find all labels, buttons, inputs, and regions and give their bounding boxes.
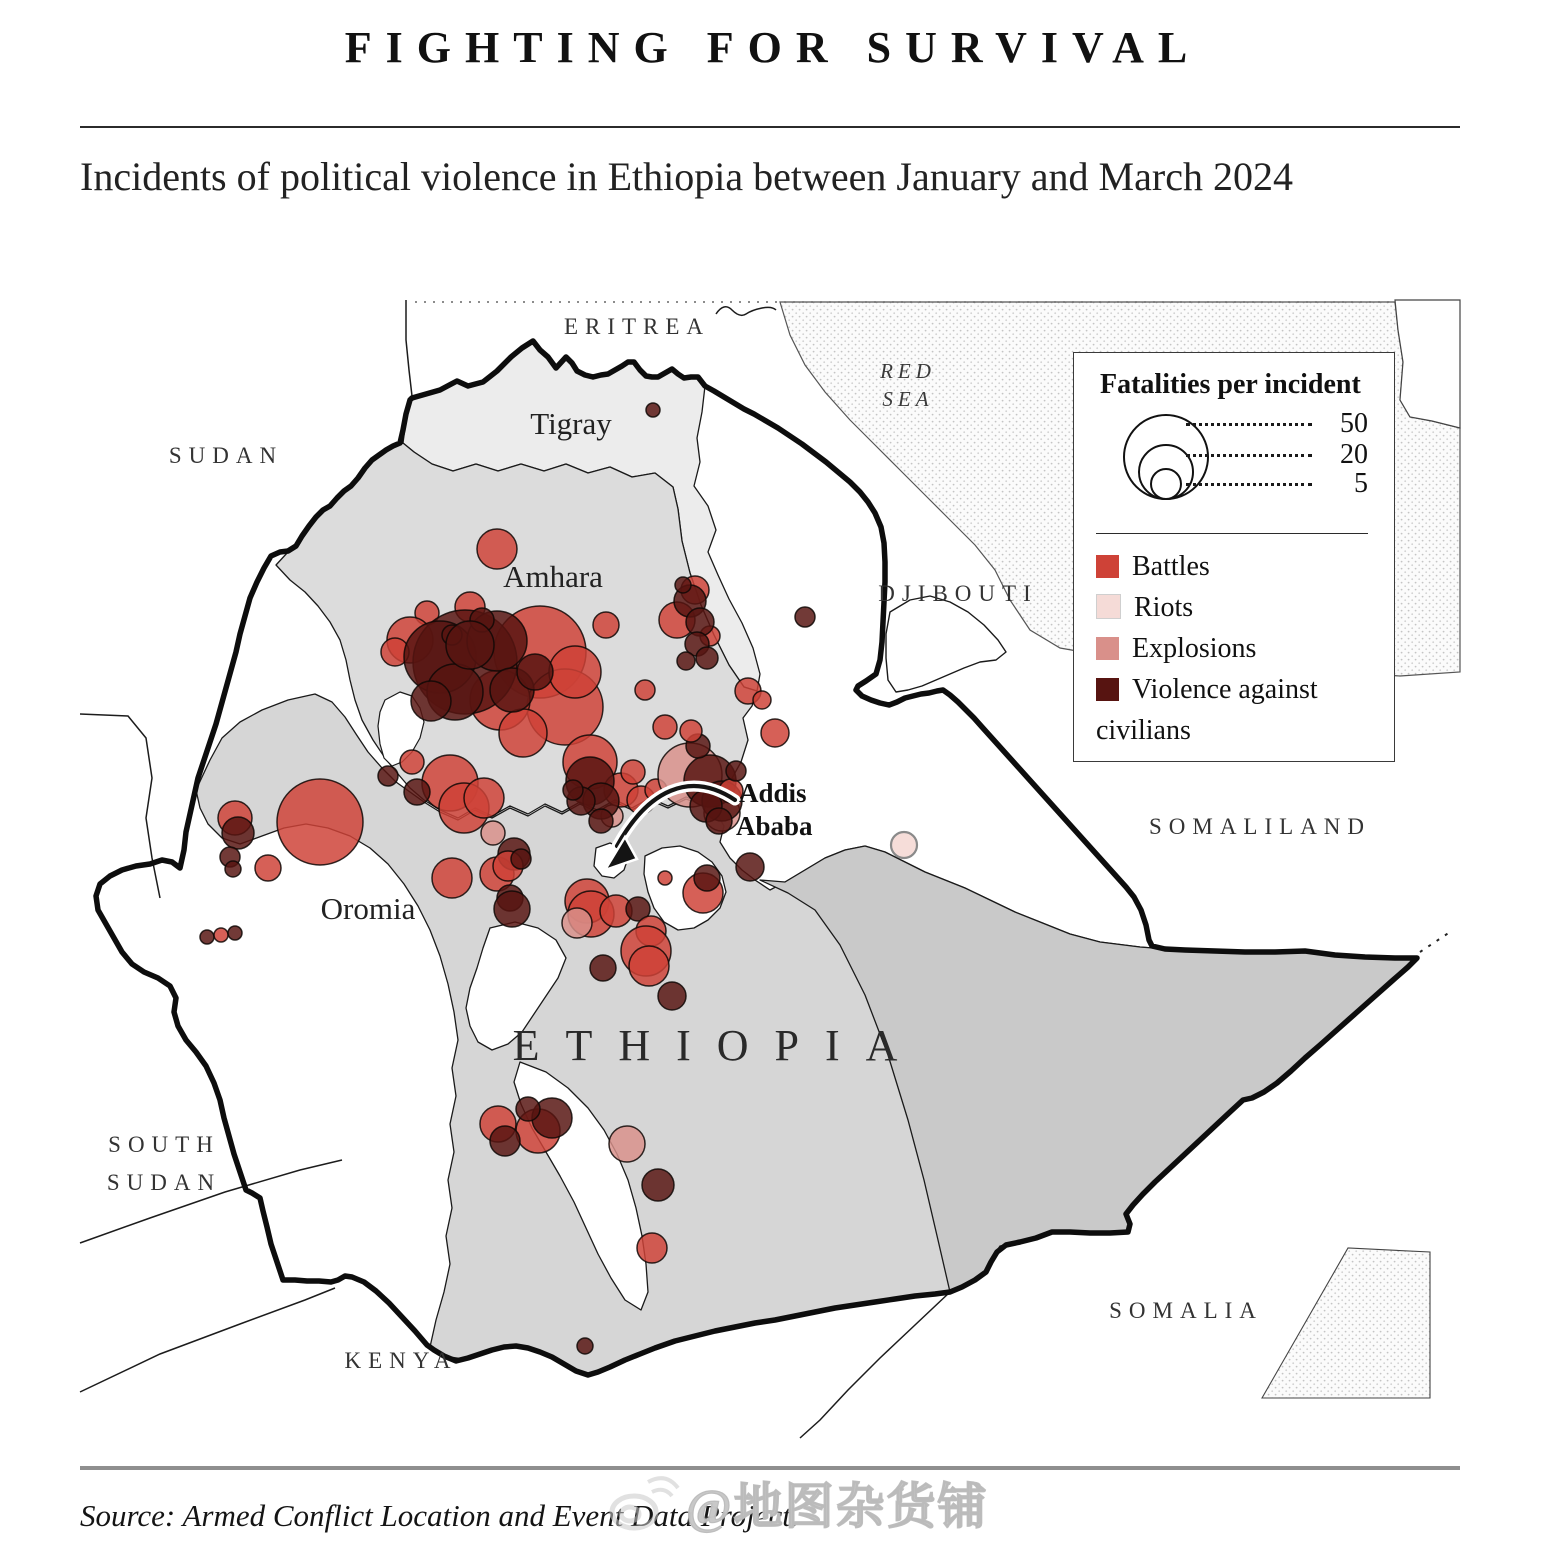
incident-circle <box>753 691 771 709</box>
legend-item-riots <box>1096 587 1380 628</box>
riots-swatch-icon <box>1096 594 1121 619</box>
page-subtitle: Incidents of political violence in Ethiopia between January and March 2024 <box>80 154 1293 199</box>
sudan-eritrea-border <box>406 300 412 396</box>
incident-circle <box>589 809 613 833</box>
incident-circle <box>255 855 281 881</box>
incident-circle <box>706 808 732 834</box>
incident-circle <box>222 817 254 849</box>
border-dotted-continuation <box>1420 932 1450 952</box>
map-legend <box>1073 352 1395 762</box>
label-red-sea-1: RED <box>880 359 936 383</box>
incident-circle <box>658 871 672 885</box>
arabia-landmass <box>1395 300 1460 428</box>
legend-size-value: 50 <box>1340 408 1368 439</box>
incident-circle <box>635 680 655 700</box>
incident-circle <box>677 652 695 670</box>
incident-circle <box>549 646 601 698</box>
incident-circle <box>577 1338 593 1354</box>
label-eritrea: ERITREA <box>563 314 711 339</box>
dotted-leader <box>1186 454 1312 457</box>
incident-circle <box>642 1169 674 1201</box>
incident-circle <box>653 715 677 739</box>
legend-item-explosions <box>1096 628 1380 669</box>
incident-circle <box>761 719 789 747</box>
incident-circle <box>511 849 531 869</box>
incident-circle <box>277 779 363 865</box>
incident-circle <box>517 654 553 690</box>
incident-circle <box>680 720 702 742</box>
legend-divider <box>1096 533 1368 534</box>
label-kenya: KENYA <box>344 1348 458 1373</box>
incident-circle <box>609 1126 645 1162</box>
label-oromia: Oromia <box>320 891 416 926</box>
legend-item-battles <box>1096 546 1380 587</box>
incident-circle <box>464 778 504 818</box>
legend-size-chart <box>1074 405 1394 519</box>
legend-size-value: 20 <box>1340 439 1368 470</box>
incident-circle <box>696 647 718 669</box>
incident-circle <box>411 681 451 721</box>
legend-title: Fatalities per incident <box>1100 369 1361 400</box>
label-addis-2: Ababa <box>736 811 813 841</box>
label-djibouti: DJIBOUTI <box>878 581 1038 606</box>
incident-circle <box>646 403 660 417</box>
legend-item-label: Violence against civilians <box>1096 674 1318 746</box>
label-somaliland: SOMALILAND <box>1148 814 1372 839</box>
label-somalia: SOMALIA <box>1109 1298 1263 1323</box>
incident-circle <box>637 1233 667 1263</box>
incident-circle <box>214 928 228 942</box>
dotted-leader <box>1186 423 1312 426</box>
legend-size-row <box>1186 408 1368 439</box>
dotted-leader <box>1186 483 1312 486</box>
label-red-sea-2: SEA <box>882 387 934 411</box>
legend-size-value: 5 <box>1354 468 1368 499</box>
incident-circle <box>378 766 398 786</box>
legend-size-row <box>1186 439 1368 470</box>
incident-circle <box>432 858 472 898</box>
incident-circle <box>228 926 242 940</box>
label-south-sudan-2: SUDAN <box>106 1170 222 1195</box>
source-attribution: Source: Armed Conflict Location and Event Data Project. <box>80 1498 799 1533</box>
watermark-text: @地图杂货铺 <box>686 1479 989 1534</box>
legend-item-label: Battles <box>1132 551 1210 582</box>
incident-circle <box>481 821 505 845</box>
incident-circle <box>736 853 764 881</box>
label-tigray: Tigray <box>530 406 612 441</box>
incident-circle <box>499 709 547 757</box>
kenya-border-west <box>80 1288 335 1392</box>
label-amhara: Amhara <box>503 559 603 594</box>
legend-item-label: Riots <box>1134 592 1194 623</box>
incident-circle <box>621 760 645 784</box>
incident-circle <box>658 982 686 1010</box>
watermark <box>606 1468 989 1538</box>
legend-item-label: Explosions <box>1132 633 1257 664</box>
eritrea-coast-squiggle <box>716 307 776 316</box>
legend-categories <box>1096 546 1380 751</box>
incident-circle <box>675 577 691 593</box>
battles-swatch-icon <box>1096 555 1119 578</box>
label-ethiopia: ETHIOPIA <box>512 1021 924 1070</box>
explosions-swatch-icon <box>1096 637 1119 660</box>
incident-circle <box>404 779 430 805</box>
incident-circle <box>494 891 530 927</box>
kenya-somalia-border <box>800 1292 950 1438</box>
incident-circle <box>563 780 583 800</box>
title-rule <box>80 126 1460 128</box>
incident-circle <box>516 1097 540 1121</box>
incident-circle <box>593 612 619 638</box>
incident-circle <box>200 930 214 944</box>
incident-circle <box>446 621 494 669</box>
incident-circle <box>562 908 592 938</box>
label-sudan: SUDAN <box>168 443 284 468</box>
legend-item-violence <box>1096 669 1380 751</box>
incident-circle <box>795 607 815 627</box>
djibouti-outline <box>886 596 1006 692</box>
violence-swatch-icon <box>1096 678 1119 701</box>
indian-ocean-water <box>1262 1248 1430 1398</box>
incident-circle <box>694 865 720 891</box>
legend-size-row <box>1186 468 1368 499</box>
incident-circle <box>629 946 669 986</box>
label-addis-1: Addis <box>739 778 807 808</box>
incident-circle <box>590 955 616 981</box>
weibo-icon <box>606 1472 680 1534</box>
incident-circle <box>891 832 917 858</box>
page-title: FIGHTING FOR SURVIVAL <box>344 23 1202 72</box>
incident-circle <box>225 861 241 877</box>
incident-circle <box>490 1126 520 1156</box>
label-south-sudan-1: SOUTH <box>108 1132 220 1157</box>
incident-circle <box>400 750 424 774</box>
